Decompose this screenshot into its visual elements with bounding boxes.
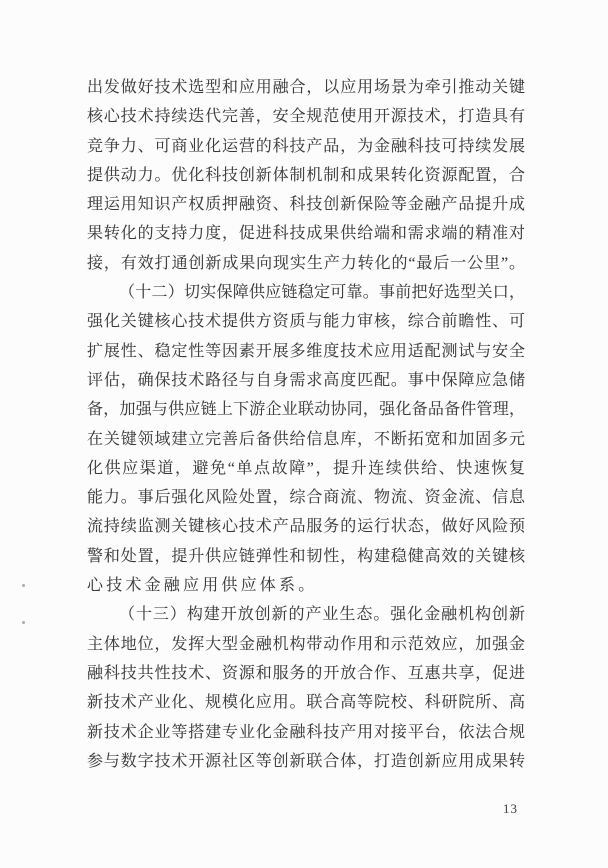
text-line: 主体地位，发挥大型金融机构带动作用和示范效应，加强金 xyxy=(87,635,525,653)
text-line: 在关键领域建立完善后备供给信息库，不断拓宽和加固多元 xyxy=(87,430,525,448)
scan-speckle xyxy=(22,621,25,624)
text-line: 融科技共性技术、资源和服务的开放合作、互惠共享，促进 xyxy=(87,664,525,682)
paragraph-end-line: 心技术金融应用供应体系。 xyxy=(87,577,318,595)
text-line: 竞争力、可商业化运营的科技产品，为金融科技可持续发展 xyxy=(87,137,525,155)
text-line: 流持续监测关键核心技术产品服务的运行状态，做好风险预 xyxy=(87,518,525,536)
text-line: 扩展性、稳定性等因素开展多维度技术应用适配测试与安全 xyxy=(87,342,525,360)
text-line: 新技术产业化、规模化应用。联合高等院校、科研院所、高 xyxy=(87,694,525,712)
section-12-heading-line: （十二）切实保障供应链稳定可靠。事前把好选型关口， xyxy=(119,284,525,302)
text-line: 出发做好技术选型和应用融合，以应用场景为牵引推动关键 xyxy=(87,79,525,96)
scan-speckle xyxy=(22,584,25,587)
text-line: 评估，确保技术路径与自身需求高度匹配。事中保障应急储 xyxy=(87,371,525,389)
text-line: 理运用知识产权质押融资、科技创新保险等金融产品提升成 xyxy=(87,196,525,214)
text-line: 果转化的支持力度，促进科技成果供给端和需求端的精准对 xyxy=(87,225,525,243)
text-line: 接，有效打通创新成果向现实生产力转化的“最后一公里”。 xyxy=(87,254,525,272)
page-number: 13 xyxy=(503,801,518,816)
text-line: 警和处置，提升供应链弹性和韧性，构建稳健高效的关键核 xyxy=(87,547,525,565)
text-line: 化供应渠道，避免“单点故障”，提升连续供给、快速恢复 xyxy=(87,459,525,477)
text-line: 能力。事后强化风险处置，综合商流、物流、资金流、信息 xyxy=(87,489,525,507)
text-line: 备，加强与供应链上下游企业联动协同，强化备品备件管理， xyxy=(87,401,525,419)
section-13-heading-line: （十三）构建开放创新的产业生态。强化金融机构创新 xyxy=(119,606,525,624)
text-line: 提供动力。优化科技创新体制机制和成果转化资源配置，合 xyxy=(87,166,525,184)
body-text xyxy=(87,73,525,776)
text-line: 新技术企业等搭建专业化金融科技产用对接平台，依法合规 xyxy=(87,723,525,741)
text-line: 强化关键核心技术提供方资质与能力审核，综合前瞻性、可 xyxy=(87,313,525,331)
text-line: 核心技术持续迭代完善，安全规范使用开源技术，打造具有 xyxy=(87,108,525,126)
text-line: 参与数字技术开源社区等创新联合体，打造创新应用成果转 xyxy=(87,752,525,770)
